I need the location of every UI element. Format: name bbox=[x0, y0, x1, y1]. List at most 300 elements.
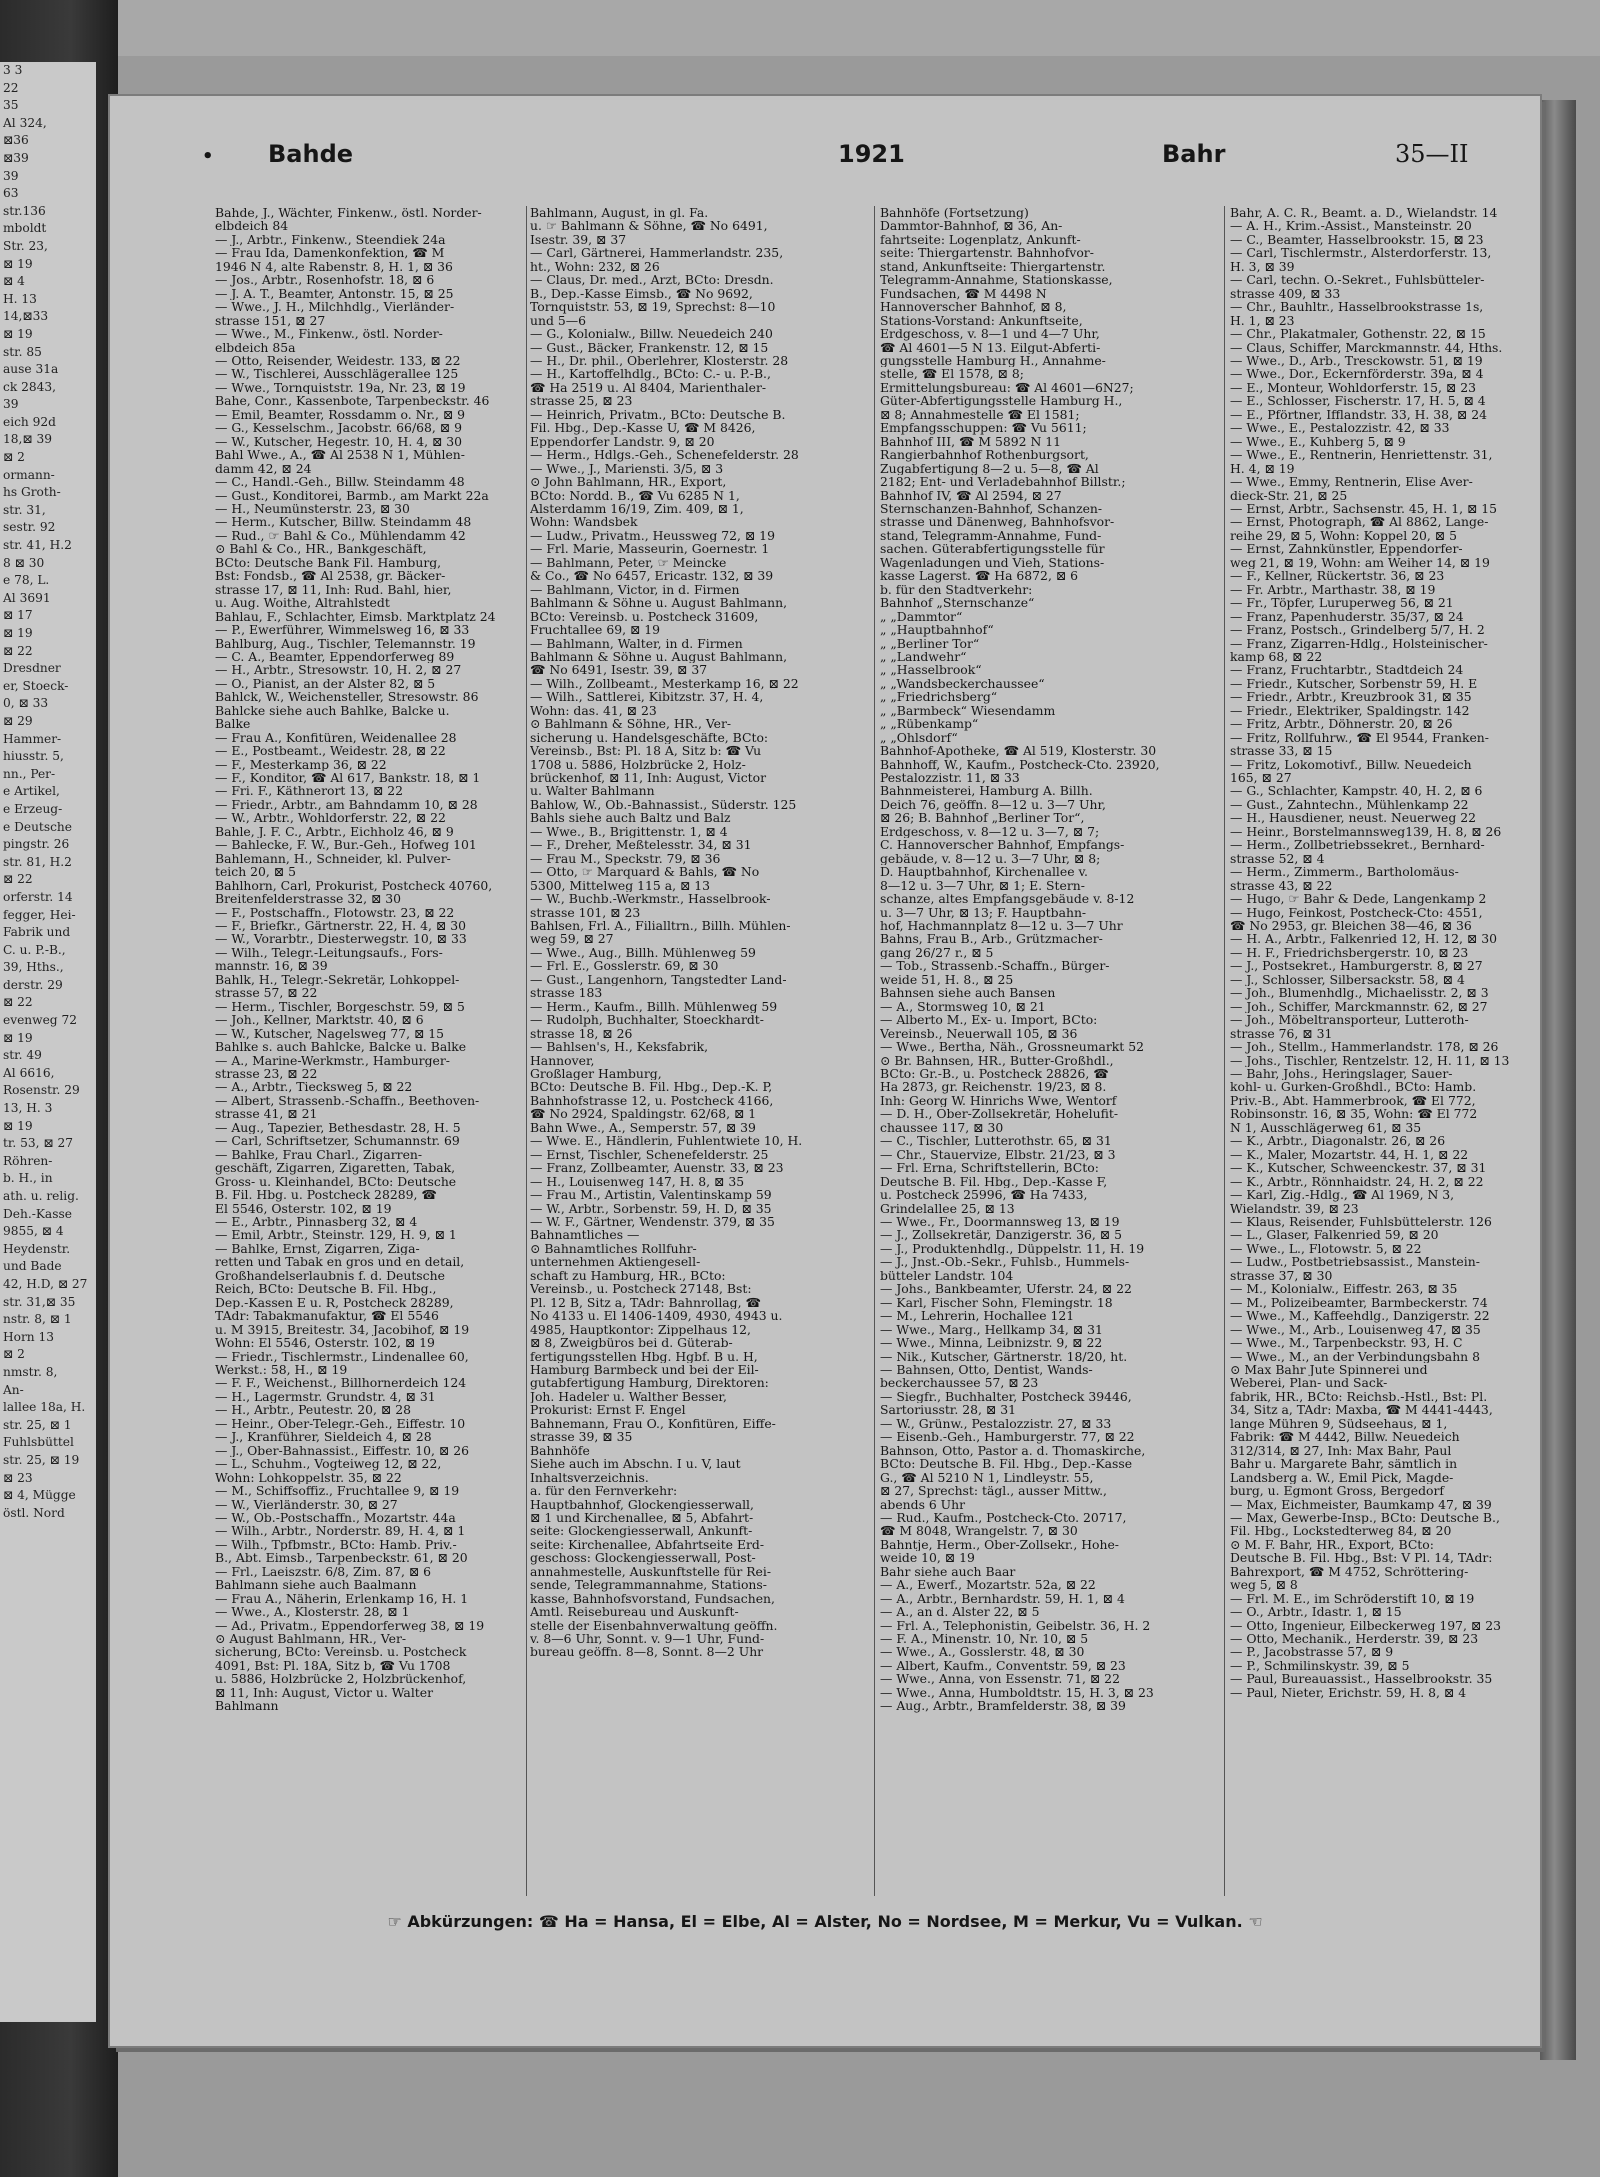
facing-page-line: nn., Per- bbox=[3, 766, 56, 781]
directory-entry-line: — W., Arbtr., Sorbenstr. 59, H. D, ⊠ 35 bbox=[530, 1201, 772, 1215]
directory-entry-line: — J., Arbtr., Finkenw., Steendiek 24a bbox=[215, 232, 446, 247]
directory-entry-line: Bahlmann & Söhne u. August Bahlmann, bbox=[530, 596, 788, 610]
directory-entry-line: stelle, ☎ El 1578, ⊠ 8; bbox=[880, 367, 1024, 381]
directory-entry-line: „ „Hauptbahnhof“ bbox=[880, 623, 994, 637]
directory-entry-line: — Heinr., Ober-Telegr.-Geh., Eiffestr. 10 bbox=[215, 1416, 466, 1431]
directory-entry-line: No 4133 u. El 1406-1409, 4930, 4943 u. bbox=[530, 1309, 783, 1323]
directory-entry-line: — Wwe., M., Tarpenbeckstr. 93, H. C bbox=[1230, 1336, 1463, 1350]
directory-entry-line: „ „Berliner Tor“ bbox=[880, 636, 980, 650]
directory-entry-line: — Otto, ☞ Marquard & Bahls, ☎ No bbox=[530, 865, 760, 879]
directory-entry-line: BCto: Nordd. B., ☎ Vu 6285 N 1, bbox=[530, 488, 740, 502]
directory-entry-line: — Frl. E., Gosslerstr. 69, ⊠ 30 bbox=[530, 959, 719, 973]
directory-entry-line: — J., Ober-Bahnassist., Eiffestr. 10, ⊠ 26 bbox=[215, 1443, 470, 1458]
directory-entry-line: — G., Kesselschm., Jacobstr. 66/68, ⊠ 9 bbox=[215, 421, 462, 435]
header-last-entry: Bahr bbox=[1162, 140, 1226, 168]
directory-entry-line: stand, Telegramm-Annahme, Fund- bbox=[880, 528, 1102, 543]
running-header bbox=[110, 140, 1540, 178]
directory-entry-line: BCto: Deutsche Bank Fil. Hamburg, bbox=[215, 555, 442, 570]
directory-entry-line: Wohn: Wandsbek bbox=[530, 515, 638, 529]
directory-entry-line: a. für den Fernverkehr: bbox=[530, 1484, 678, 1498]
directory-entry-line: kasse, Bahnhofsvorstand, Fundsachen, bbox=[530, 1591, 775, 1606]
directory-entry-line: — Emil, Arbtr., Steinstr. 129, H. 9, ⊠ 1 bbox=[215, 1228, 457, 1242]
facing-page-line: Al 3691 bbox=[3, 590, 51, 605]
directory-entry-line: — Bahlke, Ernst, Zigarren, Ziga- bbox=[215, 1241, 420, 1256]
directory-entry-line: — Wwe., A., Gosslerstr. 48, ⊠ 30 bbox=[880, 1645, 1085, 1659]
facing-page-line: 42, H.D, ⊠ 27 bbox=[3, 1276, 88, 1291]
directory-entry-line: — A., Arbtr., Bernhardstr. 59, H. 1, ⊠ 4 bbox=[880, 1591, 1125, 1606]
directory-entry-line: Bahe, Conr., Kassenbote, Tarpenbeckstr. 46 bbox=[215, 394, 490, 408]
directory-entry-line: — W., Vierländerstr. 30, ⊠ 27 bbox=[215, 1497, 398, 1511]
directory-entry-line: Fil. Hbg., Lockstedterweg 84, ⊠ 20 bbox=[1230, 1524, 1452, 1538]
directory-entry-line: Großlager Hamburg, bbox=[530, 1067, 662, 1081]
directory-entry-line: Bahnhof III, ☎ M 5892 N 11 bbox=[880, 434, 1061, 449]
directory-entry-line: 1708 u. 5886, Holzbrücke 2, Holz- bbox=[530, 757, 746, 772]
directory-entry-line: — Emil, Beamter, Rossdamm o. Nr., ⊠ 9 bbox=[215, 407, 466, 422]
directory-entry-line: Amtl. Reisebureau und Auskunft- bbox=[530, 1605, 739, 1619]
facing-page-line: derstr. 29 bbox=[3, 977, 63, 992]
directory-entry-line: fahrtseite: Logenplatz, Ankunft- bbox=[880, 232, 1081, 247]
facing-page-line: nstr. 8, ⊠ 1 bbox=[3, 1312, 72, 1327]
directory-entry-line: — J., Postsekret., Hamburgerstr. 8, ⊠ 27 bbox=[1230, 959, 1483, 973]
directory-entry-line: — Paul, Nieter, Erichstr. 59, H. 8, ⊠ 4 bbox=[1230, 1685, 1467, 1700]
directory-entry-line: Robinsonstr. 16, ⊠ 35, Wohn: ☎ El 772 bbox=[1230, 1107, 1478, 1121]
directory-entry-line: — E., Postbeamt., Weidestr. 28, ⊠ 22 bbox=[215, 744, 446, 758]
facing-page-line: ormann- bbox=[3, 467, 55, 482]
directory-entry-line: sende, Telegrammannahme, Stations- bbox=[530, 1578, 767, 1592]
directory-entry-line: — W., Buchb.-Werkmstr., Hasselbrook- bbox=[530, 892, 771, 906]
facing-page-line: ⊠ 2 bbox=[3, 450, 25, 465]
directory-entry-line: ⊙ M. F. Bahr, HR., Export, BCto: bbox=[1230, 1537, 1434, 1552]
directory-entry-line: strasse 18, ⊠ 26 bbox=[530, 1026, 633, 1041]
facing-page-line: ⊠ 19 bbox=[3, 1030, 33, 1045]
directory-entry-line: Breitenfelderstrasse 32, ⊠ 30 bbox=[215, 892, 402, 906]
abbreviations-footer: ☞ Abkürzungen: ☎ Ha = Hansa, El = Elbe, Al = Alster, No = Nordsee, M = Merkur, Vu = Vulkan. ☜ bbox=[387, 1912, 1263, 1931]
directory-entry-line: retten und Tabak en gros und en detail, bbox=[215, 1255, 465, 1269]
facing-page-line: 39, Hths., bbox=[3, 960, 64, 975]
facing-page-line: str. 31,⊠ 35 bbox=[3, 1294, 76, 1309]
directory-entry-line: — Frau M., Speckstr. 79, ⊠ 36 bbox=[530, 851, 721, 866]
directory-entry-line: chaussee 117, ⊠ 30 bbox=[880, 1120, 1004, 1135]
directory-entry-line: — Carl, Gärtnerei, Hammerlandstr. 235, bbox=[530, 246, 784, 260]
directory-entry-line: ⊠ 11, Inh: August, Victor u. Walter bbox=[215, 1685, 434, 1700]
directory-entry-line: ⊠ 1 und Kirchenallee, ⊠ 5, Abfahrt- bbox=[530, 1510, 754, 1525]
directory-entry-line: weide 10, ⊠ 19 bbox=[880, 1551, 975, 1565]
directory-entry-line: Inh: Georg W. Hinrichs Wwe, Wentorf bbox=[880, 1093, 1117, 1108]
directory-entry-line: — A., an d. Alster 22, ⊠ 5 bbox=[880, 1605, 1040, 1619]
directory-entry-line: hof, Hachmannplatz 8—12 u. 3—7 Uhr bbox=[880, 919, 1123, 933]
facing-page-line: Al 6616, bbox=[3, 1065, 55, 1080]
directory-entry-line: abends 6 Uhr bbox=[880, 1497, 966, 1511]
directory-entry-line: Bahnhof IV, ☎ Al 2594, ⊠ 27 bbox=[880, 488, 1062, 502]
directory-entry-line: Hamburg Barmbeck und bei der Eil- bbox=[530, 1362, 759, 1377]
directory-entry-line: — O., Pianist, an der Alster 82, ⊠ 5 bbox=[215, 676, 436, 691]
column-3 bbox=[880, 206, 1218, 1896]
directory-entry-line: — Fritz, Rollfuhrw., ☎ El 9544, Franken- bbox=[1230, 730, 1489, 745]
directory-entry-line: — Frl. Marie, Masseurin, Goernestr. 1 bbox=[530, 542, 770, 556]
directory-entry-line: 2182; Ent- und Verladebahnhof Billstr.; bbox=[880, 475, 1126, 489]
directory-entry-line: — J., Zollsekretär, Danzigerstr. 36, ⊠ 5 bbox=[880, 1228, 1123, 1242]
directory-entry-line: D. Hauptbahnhof, Kirchenallee v. bbox=[880, 865, 1088, 879]
directory-entry-line: — Ernst, Zahnkünstler, Eppendorfer- bbox=[1230, 542, 1463, 556]
directory-entry-line: — Wilh., Sattlerei, Kibitzstr. 37, H. 4, bbox=[530, 690, 764, 704]
directory-entry-line: Wagenladungen und Vieh, Stations- bbox=[880, 555, 1105, 570]
facing-page-line: ck 2843, bbox=[3, 379, 56, 394]
directory-entry-line: — L., Schuhm., Vogteiweg 12, ⊠ 22, bbox=[215, 1457, 442, 1471]
directory-entry-line: — Joh., Möbeltransporteur, Lutteroth- bbox=[1230, 1013, 1469, 1027]
directory-entry-line: — Frau Ida, Damenkonfektion, ☎ M bbox=[215, 246, 445, 260]
directory-entry-line: u. Aug. Woithe, Altrahlstedt bbox=[215, 596, 390, 610]
directory-entry-line: Bahnhöfe (Fortsetzung) bbox=[880, 206, 1029, 220]
facing-page-line: str. 25, ⊠ 1 bbox=[3, 1417, 72, 1432]
directory-entry-line: — C., Tischler, Lutterothstr. 65, ⊠ 31 bbox=[880, 1134, 1112, 1148]
directory-entry-line: Joh. Hadeler u. Walther Besser, bbox=[530, 1389, 727, 1404]
facing-page-line: evenweg 72 bbox=[3, 1013, 77, 1028]
directory-entry-line: El 5546, Osterstr. 102, ⊠ 19 bbox=[215, 1201, 392, 1215]
directory-entry-line: — Joh., Schiffer, Marckmannstr. 62, ⊠ 27 bbox=[1230, 999, 1488, 1014]
directory-entry-line: strasse 409, ⊠ 33 bbox=[1230, 286, 1341, 301]
directory-entry-line: H. 1, ⊠ 23 bbox=[1230, 313, 1295, 328]
directory-entry-line: — Karl, Fischer Sohn, Flemingstr. 18 bbox=[880, 1295, 1113, 1310]
facing-page-line: 9855, ⊠ 4 bbox=[3, 1224, 64, 1239]
directory-entry-line: — Wilh., Arbtr., Norderstr. 89, H. 4, ⊠ 1 bbox=[215, 1524, 466, 1538]
facing-page-line: ⊠ 2 bbox=[3, 1347, 25, 1362]
directory-entry-line: Bahlmann, August, in gl. Fa. bbox=[530, 206, 709, 220]
directory-entry-line: — Herm., Zollbetriebssekret., Bernhard- bbox=[1230, 838, 1485, 852]
directory-entry-line: — K., Arbtr., Rönnhaidstr. 24, H. 2, ⊠ 22 bbox=[1230, 1174, 1484, 1189]
facing-page-fragment bbox=[0, 62, 96, 2022]
facing-page-line: 3 3 bbox=[3, 63, 23, 77]
facing-page-line: ⊠36 bbox=[3, 133, 29, 148]
directory-entry-line: — Joh., Stellm., Hammerlandstr. 178, ⊠ 26 bbox=[1230, 1040, 1499, 1054]
directory-entry-line: — W., Tischlerei, Ausschlägerallee 125 bbox=[215, 367, 459, 381]
directory-entry-line: ☎ M 8048, Wrangelstr. 7, ⊠ 30 bbox=[880, 1524, 1078, 1538]
directory-entry-line: ⊠ 8; Annahmestelle ☎ El 1581; bbox=[880, 407, 1080, 422]
directory-entry-line: v. 8—6 Uhr, Sonnt. v. 9—1 Uhr, Fund- bbox=[530, 1632, 765, 1646]
directory-entry-line: Bahls siehe auch Baltz und Balz bbox=[530, 811, 731, 825]
directory-entry-line: — Ernst, Photograph, ☎ Al 8862, Lange- bbox=[1230, 515, 1489, 529]
directory-entry-line: lange Mühren 9, Südseehaus, ⊠ 1, bbox=[1230, 1416, 1448, 1431]
directory-entry-line: Hannover, bbox=[530, 1053, 595, 1067]
directory-entry-line: geschäft, Zigarren, Zigaretten, Tabak, bbox=[215, 1161, 456, 1175]
directory-entry-line: — Heinrich, Privatm., BCto: Deutsche B. bbox=[530, 407, 786, 422]
directory-entry-line: — K., Arbtr., Diagonalstr. 26, ⊠ 26 bbox=[1230, 1134, 1446, 1148]
directory-entry-line: — Frl. M. E., im Schröderstift 10, ⊠ 19 bbox=[1230, 1591, 1475, 1606]
directory-entry-line: — Gust., Bäcker, Frankenstr. 12, ⊠ 15 bbox=[530, 340, 769, 354]
directory-entry-line: Bahnsen siehe auch Bansen bbox=[880, 986, 1056, 1000]
header-dot: • bbox=[202, 146, 214, 167]
directory-entry-line: schanze, altes Empfangsgebäude v. 8-12 bbox=[880, 892, 1135, 906]
directory-entry-line: Großhandelserlaubnis f. d. Deutsche bbox=[215, 1268, 445, 1283]
directory-entry-line: — C., Handl.-Geh., Billw. Steindamm 48 bbox=[215, 475, 465, 489]
directory-entry-line: — W., Ob.-Postschaffn., Mozartstr. 44a bbox=[215, 1510, 456, 1525]
directory-entry-line: — H., Hausdiener, neust. Neuerweg 22 bbox=[1230, 811, 1476, 825]
directory-entry-line: — E., Monteur, Wohldorferstr. 15, ⊠ 23 bbox=[1230, 380, 1477, 395]
directory-entry-line: — Eisenb.-Geh., Hamburgerstr. 77, ⊠ 22 bbox=[880, 1430, 1135, 1444]
directory-entry-line: — F., Postschaffn., Flotowstr. 23, ⊠ 22 bbox=[215, 905, 455, 920]
directory-entry-line: 312/314, ⊠ 27, Inh: Max Bahr, Paul bbox=[1230, 1443, 1452, 1458]
directory-entry-line: Bahlmann bbox=[215, 1699, 279, 1713]
directory-entry-line: — Hugo, ☞ Bahr & Dede, Langenkamp 2 bbox=[1230, 892, 1487, 906]
directory-entry-line: u. Postcheck 25996, ☎ Ha 7433, bbox=[880, 1188, 1088, 1202]
directory-entry-line: — Otto, Ingenieur, Eilbeckerweg 197, ⊠ 23 bbox=[1230, 1618, 1501, 1633]
facing-page-line: ause 31a bbox=[3, 362, 59, 377]
directory-entry-line: Wielandstr. 39, ⊠ 23 bbox=[1230, 1201, 1359, 1215]
directory-entry-line: 165, ⊠ 27 bbox=[1230, 771, 1292, 785]
facing-page-line: str. 25, ⊠ 19 bbox=[3, 1452, 80, 1467]
directory-entry-line: — Jos., Arbtr., Rosenhofstr. 18, ⊠ 6 bbox=[215, 273, 435, 287]
directory-entry-line: ⊙ Br. Bahnsen, HR., Butter-Großhdl., bbox=[880, 1053, 1114, 1067]
directory-entry-line: — H., Lagermstr. Grundstr. 4, ⊠ 31 bbox=[215, 1389, 436, 1404]
directory-entry-line: Zugabfertigung 8—2 u. 5—8, ☎ Al bbox=[880, 461, 1099, 476]
directory-entry-line: — C. A., Beamter, Eppendorferweg 89 bbox=[215, 649, 455, 664]
facing-page-line: ⊠ 29 bbox=[3, 713, 33, 728]
directory-entry-line: stand, Ankunftseite: Thiergartenstr. bbox=[880, 259, 1106, 274]
facing-page-line: 14,⊠33 bbox=[3, 309, 49, 324]
directory-entry-line: seite: Glockengiesserwall, Ankunft- bbox=[530, 1524, 753, 1538]
directory-entry-line: kohl- u. Gurken-Großhdl., BCto: Hamb. bbox=[1230, 1080, 1477, 1094]
directory-entry-line: Bahlcke siehe auch Bahlke, Balcke u. bbox=[215, 703, 450, 718]
directory-entry-line: TAdr: Tabakmanufaktur, ☎ El 5546 bbox=[215, 1309, 439, 1323]
directory-entry-line: Bahn Wwe., A., Semperstr. 57, ⊠ 39 bbox=[530, 1120, 756, 1135]
directory-entry-line: — Wwe., J., Mariensti. 3/5, ⊠ 3 bbox=[530, 461, 724, 476]
directory-entry-line: weg 59, ⊠ 27 bbox=[530, 932, 614, 946]
directory-entry-line: bütteler Landstr. 104 bbox=[880, 1268, 1014, 1283]
directory-entry-line: Hauptbahnhof, Glockengiesserwall, bbox=[530, 1497, 754, 1511]
directory-entry-line: u. 5886, Holzbrücke 2, Holzbrückenhof, bbox=[215, 1672, 467, 1686]
directory-entry-line: — Klaus, Reisender, Fuhlsbüttelerstr. 126 bbox=[1230, 1214, 1492, 1229]
directory-entry-line: strasse 17, ⊠ 11, Inh: Rud. Bahl, hier, bbox=[215, 582, 452, 597]
column-2 bbox=[530, 206, 868, 1896]
directory-entry-line: — Ludw., Privatm., Heussweg 72, ⊠ 19 bbox=[530, 528, 775, 543]
facing-page-line: Al 324, bbox=[3, 115, 47, 130]
directory-entry-line: — Gust., Zahntechn., Mühlenkamp 22 bbox=[1230, 797, 1469, 812]
directory-entry-line: — Friedr., Tischlermstr., Lindenallee 60, bbox=[215, 1349, 469, 1363]
directory-entry-line: — Wwe., Anna, Humboldtstr. 15, H. 3, ⊠ 23 bbox=[880, 1685, 1154, 1700]
directory-entry-line: — Ernst, Arbtr., Sachsenstr. 45, H. 1, ⊠ 15 bbox=[1230, 501, 1498, 516]
facing-page-line: 22 bbox=[3, 80, 19, 95]
directory-entry-line: — Bahnsen, Otto, Dentist, Wands- bbox=[880, 1362, 1093, 1377]
facing-page-line: tr. 53, ⊠ 27 bbox=[3, 1136, 73, 1151]
directory-entry-line: — F., Briefkr., Gärtnerstr. 22, H. 4, ⊠ 30 bbox=[215, 919, 466, 933]
facing-page-line: hs Groth- bbox=[3, 485, 61, 500]
directory-entry-line: — Wwe., D., Arb., Tresckowstr. 51, ⊠ 19 bbox=[1230, 353, 1483, 368]
column-1 bbox=[215, 206, 525, 1896]
directory-entry-line: Bahnhöfe bbox=[530, 1443, 590, 1458]
directory-entry-line: — Franz, Postsch., Grindelberg 5/7, H. 2 bbox=[1230, 623, 1485, 637]
directory-entry-line: — Wwe., E., Kuhberg 5, ⊠ 9 bbox=[1230, 434, 1406, 449]
directory-entry-line: Bahnemann, Frau O., Konfitüren, Eiffe- bbox=[530, 1416, 776, 1431]
facing-page-line: ⊠ 22 bbox=[3, 643, 33, 658]
directory-entry-line: — Frau M., Artistin, Valentinskamp 59 bbox=[530, 1188, 772, 1202]
facing-page-line: Heydenstr. bbox=[3, 1241, 71, 1256]
directory-entry-line: — Paul, Bureauassist., Hasselbrookstr. 35 bbox=[1230, 1672, 1493, 1686]
directory-entry-line: — Friedr., Arbtr., am Bahndamm 10, ⊠ 28 bbox=[215, 797, 478, 812]
directory-entry-line: gutabfertigung Hamburg, Direktoren: bbox=[530, 1376, 769, 1390]
directory-entry-line: Bahrexport, ☎ M 4752, Schröttering- bbox=[1230, 1564, 1469, 1579]
directory-entry-line: Bahlsen, Frl. A., Filialltrn., Billh. Mühlen- bbox=[530, 919, 791, 933]
directory-entry-line: ☎ No 2924, Spaldingstr. 62/68, ⊠ 1 bbox=[530, 1107, 757, 1121]
directory-entry-line: — Tob., Strassenb.-Schaffn., Bürger- bbox=[880, 959, 1110, 973]
directory-entry-line: — A., Marine-Werkmstr., Hamburger- bbox=[215, 1053, 450, 1067]
directory-entry-line: Bahr u. Margarete Bahr, sämtlich in bbox=[1230, 1457, 1458, 1471]
directory-entry-line: C. Hannoverscher Bahnhof, Empfangs- bbox=[880, 838, 1125, 852]
facing-page-line: ⊠ 4 bbox=[3, 274, 25, 289]
facing-page-line: str.136 bbox=[3, 203, 46, 218]
directory-entry-line: — D. H., Ober-Zollsekretär, Hohelufit- bbox=[880, 1107, 1119, 1121]
directory-entry-line: Empfangsschuppen: ☎ Vu 5611; bbox=[880, 421, 1087, 435]
directory-entry-line: u. Walter Bahlmann bbox=[530, 784, 655, 798]
directory-entry-line: — P., Schmilinskystr. 39, ⊠ 5 bbox=[1230, 1658, 1410, 1673]
facing-page-line: Dresdner bbox=[3, 661, 61, 676]
directory-entry-line: Sternschanzen-Bahnhof, Schanzen- bbox=[880, 501, 1103, 516]
directory-entry-line: — J., Jnst.-Ob.-Sekr., Fuhlsb., Hummels- bbox=[880, 1255, 1130, 1269]
directory-entry-line: — K., Maler, Mozartstr. 44, H. 1, ⊠ 22 bbox=[1230, 1147, 1469, 1162]
facing-page-line: 39 bbox=[3, 168, 19, 183]
directory-entry-line: „ „Wandsbeckerchaussee“ bbox=[880, 676, 1045, 691]
directory-entry-line: ☎ Ha 2519 u. Al 8404, Marienthaler- bbox=[530, 380, 767, 395]
directory-entry-line: strasse und Dänenweg, Bahnhofsvor- bbox=[880, 515, 1115, 529]
directory-entry-line: — H. F., Friedrichsbergerstr. 10, ⊠ 23 bbox=[1230, 945, 1469, 960]
directory-entry-line: — J., Kranführer, Sieldeich 4, ⊠ 28 bbox=[215, 1430, 432, 1444]
directory-entry-line: sicherung, BCto: Vereinsb. u. Postcheck bbox=[215, 1645, 467, 1659]
directory-entry-line: Vereinsb., Neuerwall 105, ⊠ 36 bbox=[880, 1026, 1078, 1041]
directory-entry-line: Bahlmann siehe auch Baalmann bbox=[215, 1578, 417, 1592]
directory-entry-line: — Hugo, Feinkost, Postcheck-Cto: 4551, bbox=[1230, 905, 1483, 920]
directory-entry-line: 4985, Hauptkontor: Zippelhaus 12, bbox=[530, 1322, 751, 1337]
directory-entry-line: — Claus, Dr. med., Arzt, BCto: Dresdn. bbox=[530, 273, 774, 287]
directory-entry-line: strasse 23, ⊠ 22 bbox=[215, 1067, 318, 1081]
directory-entry-line: — Wwe., Marg., Hellkamp 34, ⊠ 31 bbox=[880, 1322, 1103, 1337]
directory-entry-line: ⊙ Bahnamtliches Rollfuhr- bbox=[530, 1241, 697, 1256]
directory-entry-line: strasse 183 bbox=[530, 986, 603, 1000]
directory-entry-line: — Joh., Blumenhdlg., Michaelisstr. 2, ⊠ 3 bbox=[1230, 986, 1489, 1000]
directory-entry-line: — Friedr., Arbtr., Kreuzbrook 31, ⊠ 35 bbox=[1230, 690, 1472, 704]
directory-entry-line: Werkst.: 58, H., ⊠ 19 bbox=[215, 1362, 348, 1377]
directory-entry-line: — Carl, Schriftsetzer, Schumannstr. 69 bbox=[215, 1134, 460, 1148]
facing-page-line: str. 81, H.2 bbox=[3, 854, 72, 869]
directory-entry-line: — Rud., ☞ Bahl & Co., Mühlendamm 42 bbox=[215, 528, 466, 543]
directory-entry-line: — P., Ewerführer, Wimmelsweg 16, ⊠ 33 bbox=[215, 623, 470, 637]
facing-page-line: str. 41, H.2 bbox=[3, 538, 72, 553]
directory-entry-line: — Ernst, Tischler, Schenefelderstr. 25 bbox=[530, 1147, 769, 1162]
directory-entry-line: unternehmen Aktiengesell- bbox=[530, 1255, 701, 1269]
directory-entry-line: — W. F., Gärtner, Wendenstr. 379, ⊠ 35 bbox=[530, 1214, 775, 1229]
directory-entry-line: — Frl. Erna, Schriftstellerin, BCto: bbox=[880, 1161, 1099, 1175]
directory-entry-line: — Chr., Bauhltr., Hasselbrookstrasse 1s, bbox=[1230, 300, 1484, 314]
directory-entry-line: Deutsche B. Fil. Hbg., Bst: V Pl. 14, TAdr: bbox=[1230, 1551, 1493, 1565]
directory-entry-line: — E., Pförtner, Ifflandstr. 33, H. 38, ⊠ 24 bbox=[1230, 407, 1488, 422]
directory-entry-line: — A. H., Krim.-Assist., Mansteinstr. 20 bbox=[1230, 219, 1472, 233]
facing-page-line: ⊠ 19 bbox=[3, 1118, 33, 1133]
directory-entry-line: — H. A., Arbtr., Falkenried 12, H. 12, ⊠ 30 bbox=[1230, 932, 1498, 946]
directory-entry-line: — F., Mesterkamp 36, ⊠ 22 bbox=[215, 757, 387, 772]
directory-entry-line: weg 21, ⊠ 19, Wohn: am Weiher 14, ⊠ 19 bbox=[1230, 555, 1490, 570]
directory-entry-line: ⊙ Max Bahr Jute Spinnerei und bbox=[1230, 1362, 1428, 1377]
facing-page-line: hiusstr. 5, bbox=[3, 749, 64, 764]
directory-entry-line: — A., Ewerf., Mozartstr. 52a, ⊠ 22 bbox=[880, 1578, 1096, 1592]
directory-entry-line: fabrik, HR., BCto: Reichsb.-Hstl., Bst: Pl. bbox=[1230, 1389, 1488, 1404]
directory-entry-line: Bahlemann, H., Schneider, kl. Pulver- bbox=[215, 851, 451, 866]
directory-entry-line: damm 42, ⊠ 24 bbox=[215, 461, 312, 476]
facing-page-line: orferstr. 14 bbox=[3, 889, 73, 904]
facing-page-line: An- bbox=[3, 1382, 24, 1397]
facing-page-line: str. 31, bbox=[3, 502, 46, 517]
directory-entry-line: H. 3, ⊠ 39 bbox=[1230, 259, 1295, 274]
facing-page-line: str. 85 bbox=[3, 344, 42, 359]
directory-entry-line: — H., Arbtr., Stresowstr. 10, H. 2, ⊠ 27 bbox=[215, 663, 462, 677]
directory-entry-line: — Wwe., E., Pestalozzistr. 42, ⊠ 33 bbox=[1230, 421, 1450, 435]
facing-page-line: e 78, L. bbox=[3, 573, 50, 588]
directory-entry-line: — Claus, Schiffer, Marckmannstr. 44, Hths. bbox=[1230, 340, 1503, 354]
directory-entry-line: Stations-Vorstand: Ankunftseite, bbox=[880, 313, 1083, 328]
directory-entry-line: weg 5, ⊠ 8 bbox=[1230, 1578, 1298, 1592]
directory-entry-line: — Siegfr., Buchhalter, Postcheck 39446, bbox=[880, 1389, 1132, 1404]
directory-entry-line: — Herm., Kutscher, Billw. Steindamm 48 bbox=[215, 515, 472, 529]
directory-entry-line: gang 26/27 r., ⊠ 5 bbox=[880, 945, 994, 960]
directory-entry-line: Pestalozzistr. 11, ⊠ 33 bbox=[880, 771, 1020, 785]
directory-entry-line: gebäude, v. 8—12 u. 3—7 Uhr, ⊠ 8; bbox=[880, 851, 1101, 866]
directory-entry-line: — Wwe., J. H., Milchhdlg., Vierländer- bbox=[215, 300, 455, 314]
facing-page-line: Fabrik und bbox=[3, 925, 71, 940]
directory-entry-line: sicherung u. Handelsgeschäfte, BCto: bbox=[530, 730, 769, 745]
directory-entry-line: — H., Kartoffelhdlg., BCto: C.- u. P.-B., bbox=[530, 367, 771, 381]
directory-entry-line: — Wwe., M., Kaffeehdlg., Danzigerstr. 22 bbox=[1230, 1309, 1490, 1323]
directory-entry-line: strasse 41, ⊠ 21 bbox=[215, 1107, 318, 1121]
directory-entry-line: — Nik., Kutscher, Gärtnerstr. 18/20, ht. bbox=[880, 1349, 1128, 1363]
directory-entry-line: — Herm., Kaufm., Billh. Mühlenweg 59 bbox=[530, 999, 778, 1014]
directory-entry-line: — Johs., Tischler, Rentzelstr. 12, H. 11, ⊠ 13 bbox=[1230, 1053, 1510, 1067]
facing-page-line: pingstr. 26 bbox=[3, 837, 70, 852]
directory-entry-line: Bahlau, F., Schlachter, Eimsb. Marktplatz 24 bbox=[215, 609, 496, 624]
directory-entry-line: — Wwe., Emmy, Rentnerin, Elise Aver- bbox=[1230, 475, 1473, 489]
directory-entry-line: — M., Schiffsoffiz., Fruchtallee 9, ⊠ 19 bbox=[215, 1484, 460, 1498]
facing-page-line: ⊠ 23 bbox=[3, 1470, 33, 1485]
directory-entry-line: Bahns, Frau B., Arb., Grützmacher- bbox=[880, 932, 1103, 946]
directory-entry-line: ⊙ Bahl & Co., HR., Bankgeschäft, bbox=[215, 542, 427, 556]
directory-entry-line: „ „Dammtor“ bbox=[880, 609, 963, 624]
directory-entry-line: „ „Landwehr“ bbox=[880, 649, 967, 664]
directory-entry-line: Bahnhof-Apotheke, ☎ Al 519, Klosterstr. 30 bbox=[880, 744, 1157, 758]
directory-entry-line: — Chr., Stauervize, Elbstr. 21/23, ⊠ 3 bbox=[880, 1147, 1116, 1162]
directory-entry-line: — L., Glaser, Falkenried 59, ⊠ 20 bbox=[1230, 1228, 1439, 1242]
facing-page-line: ⊠ 17 bbox=[3, 608, 33, 623]
directory-entry-line: Deich 76, geöffn. 8—12 u. 3—7 Uhr, bbox=[880, 797, 1106, 812]
facing-page-line: Horn 13 bbox=[3, 1329, 55, 1344]
facing-page-line: eich 92d bbox=[3, 414, 56, 429]
directory-entry-line: Gross- u. Kleinhandel, BCto: Deutsche bbox=[215, 1174, 457, 1189]
directory-entry-line: — Bahlecke, F. W., Bur.-Geh., Hofweg 101 bbox=[215, 838, 477, 852]
facing-page-line: 18,⊠ 39 bbox=[3, 432, 52, 447]
facing-page-line: ath. u. relig. bbox=[3, 1189, 79, 1203]
directory-entry-line: „ „Rübenkamp“ bbox=[880, 717, 979, 731]
directory-entry-line: Eppendorfer Landstr. 9, ⊠ 20 bbox=[530, 434, 715, 449]
directory-entry-line: Telegramm-Annahme, Stationskasse, bbox=[880, 273, 1113, 287]
directory-entry-line: — Franz, Fruchtarbtr., Stadtdeich 24 bbox=[1230, 663, 1464, 677]
directory-entry-line: — Bahlmann, Victor, in d. Firmen bbox=[530, 582, 740, 597]
directory-entry-line: Bahlke s. auch Bahlcke, Balcke u. Balke bbox=[215, 1040, 467, 1054]
directory-entry-line: Sartoriusstr. 28, ⊠ 31 bbox=[880, 1403, 1016, 1417]
directory-entry-line: BCto: Vereinsb. u. Postcheck 31609, bbox=[530, 609, 759, 624]
facing-page-line: 0, ⊠ 33 bbox=[3, 696, 49, 711]
directory-entry-line: 8—12 u. 3—7 Uhr, ⊠ 1; E. Stern- bbox=[880, 878, 1085, 893]
directory-entry-line: — Frau A., Näherin, Erlenkamp 16, H. 1 bbox=[215, 1591, 469, 1606]
directory-entry-line: Grindelallee 25, ⊠ 13 bbox=[880, 1201, 1015, 1215]
directory-entry-line: Bahnhofstrasse 12, u. Postcheck 4166, bbox=[530, 1093, 774, 1108]
facing-page-line: e Artikel, bbox=[3, 784, 60, 799]
column-divider bbox=[874, 206, 875, 1896]
directory-entry-line: — Franz, Zigarren-Hdlg., Holsteinischer- bbox=[1230, 636, 1488, 650]
facing-page-line: und Bade bbox=[3, 1259, 62, 1274]
